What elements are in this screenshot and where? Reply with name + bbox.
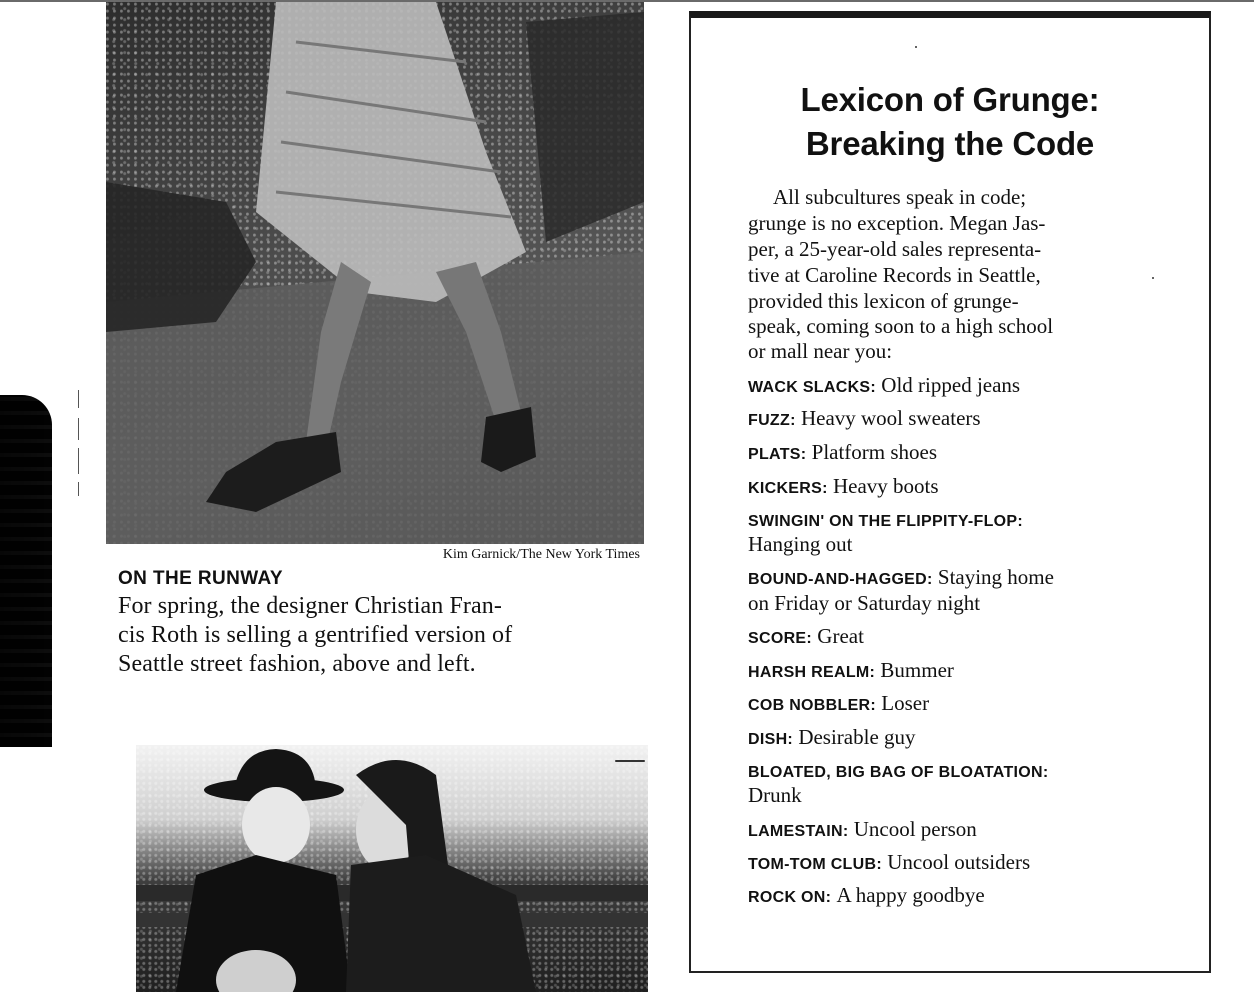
photo-credit: Kim Garnick/The New York Times [442,547,640,562]
intro-line: per, a 25-year-old sales representa- [748,237,1042,261]
lexicon-definition: Drunk [748,783,802,807]
gutter-mark [78,390,79,408]
lexicon-definition: Platform shoes [811,440,938,464]
lexicon-definition: Old ripped jeans [881,373,1021,397]
sidebar-title-line: Lexicon of Grunge: [800,81,1100,118]
lexicon-entry [748,372,1020,401]
lexicon-entry [748,564,1054,593]
lexicon-entry [748,439,937,468]
lexicon-entry-continuation [748,782,802,808]
lexicon-term: SWINGIN' ON THE FLIPPITY-FLOP: [748,513,1024,530]
intro-line: speak, coming soon to a high school [748,314,1054,338]
lexicon-term: BLOATED, BIG BAG OF BLOATATION: [748,764,1049,781]
gutter-mark [78,448,79,474]
lexicon-entry [748,724,916,753]
lexicon-definition: Hanging out [748,532,853,556]
caption-line: cis Roth is selling a gentrified version of [118,622,513,648]
lexicon-term: DISH: [748,731,794,748]
lexicon-term: ROCK ON: [748,889,832,906]
intro-line: or mall near you: [748,339,893,363]
lexicon-entry-continuation [748,531,852,557]
sidebar-title-line: Breaking the Code [805,125,1095,162]
intro-line: All subcultures speak in code; [773,185,1027,209]
caption-line: Seattle street fashion, above and left. [118,651,476,677]
intro-line: tive at Caroline Records in Seattle, [748,263,1041,287]
lexicon-sidebar [689,11,1211,973]
lexicon-entry-continuation [748,590,980,616]
lexicon-term: HARSH REALM: [748,664,876,681]
runway-photo [106,2,644,544]
gutter-mark [78,418,79,440]
lexicon-definition: Desirable guy [798,725,916,749]
lexicon-entry [748,405,981,434]
lexicon-term: WACK SLACKS: [748,379,877,396]
caption-line: For spring, the designer Christian Fran- [118,593,502,619]
lexicon-entry [748,816,977,845]
lexicon-definition: Uncool person [853,817,977,841]
caption-heading: ON THE RUNWAY [118,568,283,589]
intro-line: provided this lexicon of grunge- [748,289,1019,313]
lexicon-entry [748,657,954,686]
lexicon-entry [748,623,864,652]
lexicon-definition: Staying home [937,565,1054,589]
couple-photo-figure [136,745,648,992]
lexicon-definition: Uncool outsiders [887,850,1031,874]
lexicon-entry [748,473,939,502]
lexicon-definition: on Friday or Saturday night [748,591,981,615]
left-cropped-photo [0,395,52,747]
lexicon-definition: Heavy boots [833,474,939,498]
couple-photo [136,745,648,992]
print-artifact [1152,277,1154,279]
lexicon-term: KICKERS: [748,480,828,497]
lexicon-definition: Great [817,624,864,648]
lexicon-definition: Bummer [880,658,954,682]
lexicon-definition: A happy goodbye [836,883,985,907]
intro-line: grunge is no exception. Megan Jas- [748,211,1046,235]
lexicon-term: FUZZ: [748,412,796,429]
gutter-mark [78,482,79,496]
lexicon-term: COB NOBBLER: [748,697,877,714]
lexicon-term: PLATS: [748,446,807,463]
lexicon-definition: Loser [881,691,930,715]
lexicon-term: SCORE: [748,630,813,647]
lexicon-entry [748,690,929,719]
print-artifact [615,760,645,762]
runway-photo-figure [106,2,644,544]
lexicon-term: BOUND-AND-HAGGED: [748,571,933,588]
print-artifact [915,46,917,48]
lexicon-entry [748,882,985,911]
lexicon-term: LAMESTAIN: [748,823,849,840]
lexicon-entry [748,849,1030,878]
lexicon-definition: Heavy wool sweaters [800,406,981,430]
lexicon-term: TOM-TOM CLUB: [748,856,882,873]
